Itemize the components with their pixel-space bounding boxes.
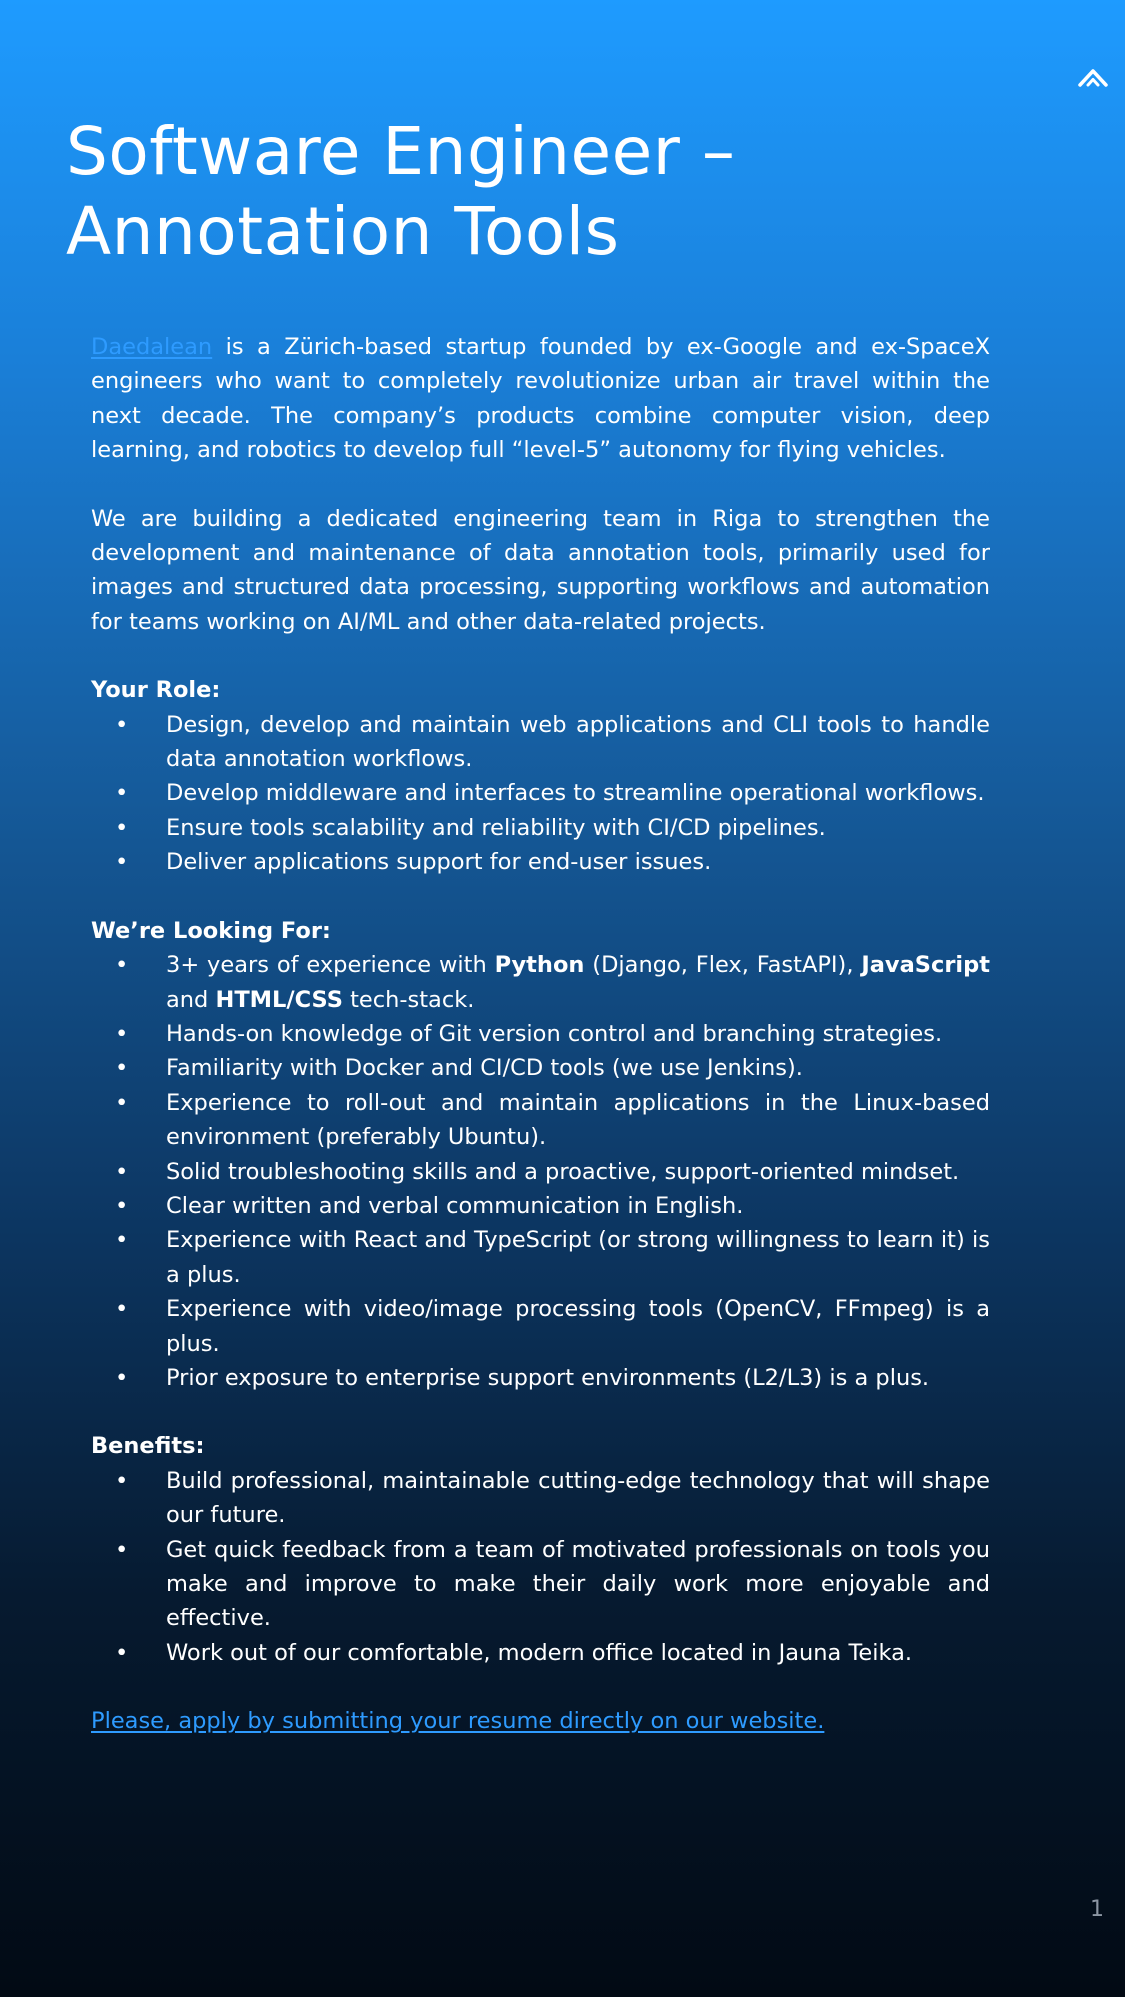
title-line-2: Annotation Tools [66,193,620,270]
skill-javascript: JavaScript [861,952,990,979]
apply-paragraph [91,1704,990,1738]
list-item: • Experience with video/image processing tools (OpenCV, FFmpeg) is a plus. [91,1292,990,1361]
list-item: • Hands-on knowledge of Git version control and branching strategies. [91,1017,990,1051]
requirement-text: 3+ years of experience with [166,952,495,979]
list-item: • Solid troubleshooting skills and a proactive, support-oriented mindset. [91,1155,990,1189]
looking-for-heading: We’re Looking For: [91,917,331,944]
list-item: • Build professional, maintainable cutting-edge technology that will shape our future. [91,1464,990,1533]
requirements-list [91,948,990,1395]
list-item: • Ensure tools scalability and reliability with CI/CD pipelines. [91,811,990,845]
skill-python: Python [494,952,585,979]
list-item: • Experience to roll-out and maintain applications in the Linux-based environment (preferably Ubuntu). [91,1086,990,1155]
page-title [66,112,966,272]
role-list [91,708,990,880]
list-item: • Develop middleware and interfaces to streamline operational workflows. [91,776,990,810]
list-item [91,948,990,1017]
skill-html-css: HTML/CSS [215,986,343,1013]
page-number: 1 [1090,1897,1104,1922]
apply-link[interactable]: Please, apply by submitting your resume directly on our website. [91,1708,825,1735]
company-link[interactable]: Daedalean [91,334,213,360]
list-item: • Clear written and verbal communication in English. [91,1189,990,1223]
company-description: is a Zürich-based startup founded by ex-Google and ex-SpaceX engineers who want to completely revolutionize urban air travel within the next decade. The company’s products combine computer vision, deep learning, and robotics to develop full “level-5” autonomy for flying vehicles. [91,334,990,464]
requirement-text: (Django, Flex, FastAPI), [584,952,862,979]
intro-paragraph [91,330,990,468]
list-item: • Design, develop and maintain web applications and CLI tools to handle data annotation workflows. [91,708,990,777]
benefits-heading: Benefits: [91,1433,205,1460]
list-item: • Prior exposure to enterprise support environments (L2/L3) is a plus. [91,1361,990,1395]
requirement-text: and [166,986,216,1013]
team-paragraph: We are building a dedicated engineering team in Riga to strengthen the development and maintenance of data annotation tools, primarily used for images and structured data processing, supporting workflows and automation for teams working on AI/ML and other data-related projects. [91,505,990,635]
title-line-1: Software Engineer – [66,113,736,190]
requirement-text: tech-stack. [342,986,475,1013]
job-description [91,330,990,1773]
list-item: • Work out of our comfortable, modern office located in Jauna Teika. [91,1636,990,1670]
list-item: • Experience with React and TypeScript (or strong willingness to learn it) is a plus. [91,1223,990,1292]
list-item: • Deliver applications support for end-user issues. [91,845,990,879]
list-item: • Get quick feedback from a team of motivated professionals on tools you make and improve to make their daily work more enjoyable and effective. [91,1533,990,1636]
list-item: • Familiarity with Docker and CI/CD tools (we use Jenkins). [91,1051,990,1085]
role-heading: Your Role: [91,677,221,704]
benefits-list [91,1464,990,1670]
chevron-up-logo-icon [1077,66,1109,88]
